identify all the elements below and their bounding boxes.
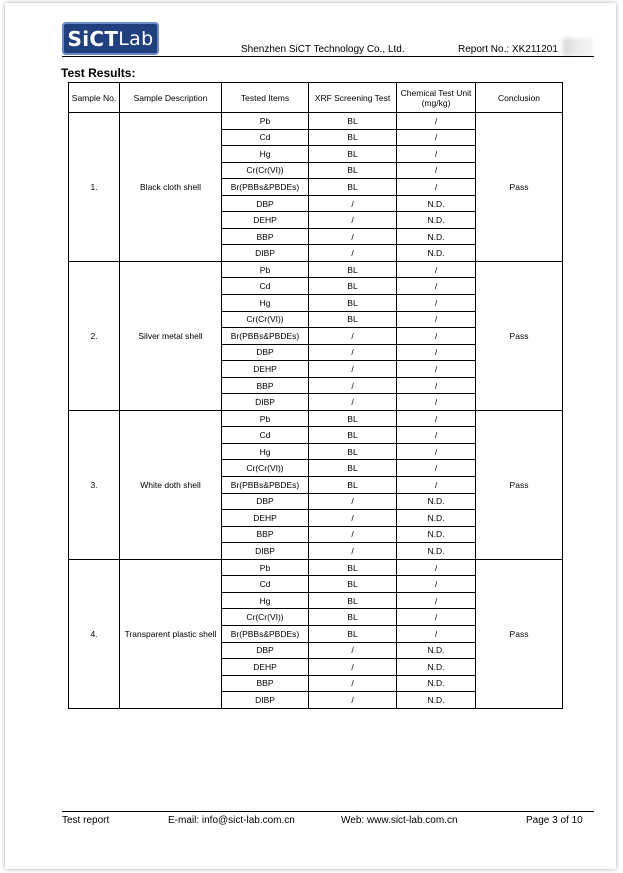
- sample-number-cell: 2.: [69, 261, 120, 410]
- chemical-result-cell: /: [397, 361, 476, 378]
- tested-item-cell: BBP: [222, 526, 309, 543]
- chemical-result-cell: N.D.: [397, 510, 476, 527]
- xrf-result-cell: BL: [309, 162, 397, 179]
- tested-item-cell: Cd: [222, 278, 309, 295]
- tested-item-cell: DEHP: [222, 659, 309, 676]
- chemical-result-cell: /: [397, 477, 476, 494]
- xrf-result-cell: /: [309, 328, 397, 345]
- chemical-result-cell: /: [397, 311, 476, 328]
- tested-item-cell: Cr(Cr(VI)): [222, 460, 309, 477]
- logo-text-sict: SiCT: [67, 26, 119, 51]
- tested-item-cell: DBP: [222, 493, 309, 510]
- tested-item-cell: DEHP: [222, 510, 309, 527]
- chemical-result-cell: /: [397, 113, 476, 130]
- sample-description-cell: Black cloth shell: [120, 113, 222, 262]
- chemical-result-cell: /: [397, 328, 476, 345]
- chemical-result-cell: /: [397, 559, 476, 576]
- chemical-result-cell: /: [397, 592, 476, 609]
- tested-item-cell: Pb: [222, 113, 309, 130]
- col-header-conclusion: Conclusion: [476, 83, 563, 113]
- chemical-result-cell: N.D.: [397, 228, 476, 245]
- xrf-result-cell: BL: [309, 576, 397, 593]
- tested-item-cell: BBP: [222, 675, 309, 692]
- xrf-result-cell: /: [309, 195, 397, 212]
- chemical-result-cell: N.D.: [397, 675, 476, 692]
- footer-email: E-mail: info@sict-lab.com.cn: [168, 815, 295, 826]
- xrf-result-cell: BL: [309, 460, 397, 477]
- xrf-result-cell: BL: [309, 625, 397, 642]
- chemical-result-cell: /: [397, 344, 476, 361]
- sample-number-cell: 3.: [69, 410, 120, 559]
- tested-item-cell: DEHP: [222, 212, 309, 229]
- tested-item-cell: Br(PBBs&PBDEs): [222, 179, 309, 196]
- chemical-result-cell: /: [397, 576, 476, 593]
- chemical-result-cell: /: [397, 609, 476, 626]
- tested-item-cell: Pb: [222, 410, 309, 427]
- section-title: Test Results:: [61, 66, 136, 80]
- tested-item-cell: Br(PBBs&PBDEs): [222, 328, 309, 345]
- chemical-result-cell: /: [397, 443, 476, 460]
- tested-item-cell: Hg: [222, 146, 309, 163]
- chemical-result-cell: /: [397, 162, 476, 179]
- tested-item-cell: Cd: [222, 129, 309, 146]
- tested-item-cell: Cd: [222, 427, 309, 444]
- xrf-result-cell: /: [309, 361, 397, 378]
- table-row: [69, 410, 563, 427]
- tested-item-cell: BBP: [222, 377, 309, 394]
- chemical-result-cell: /: [397, 295, 476, 312]
- chemical-result-cell: /: [397, 278, 476, 295]
- footer-label: Test report: [62, 815, 110, 826]
- tested-item-cell: Cr(Cr(VI)): [222, 609, 309, 626]
- conclusion-cell: Pass: [476, 113, 563, 262]
- tested-item-cell: Hg: [222, 592, 309, 609]
- xrf-result-cell: BL: [309, 559, 397, 576]
- xrf-result-cell: /: [309, 394, 397, 411]
- footer-website: Web: www.sict-lab.com.cn: [341, 815, 458, 826]
- tested-item-cell: Cr(Cr(VI)): [222, 162, 309, 179]
- xrf-result-cell: BL: [309, 179, 397, 196]
- chemical-result-cell: N.D.: [397, 195, 476, 212]
- xrf-result-cell: /: [309, 675, 397, 692]
- xrf-result-cell: /: [309, 212, 397, 229]
- test-results-table: [68, 82, 563, 709]
- tested-item-cell: Cr(Cr(VI)): [222, 311, 309, 328]
- col-header-chemical-test: Chemical Test Unit (mg/kg): [397, 83, 476, 113]
- xrf-result-cell: BL: [309, 295, 397, 312]
- chemical-result-cell: N.D.: [397, 493, 476, 510]
- conclusion-cell: Pass: [476, 410, 563, 559]
- sample-number-cell: 1.: [69, 113, 120, 262]
- xrf-result-cell: BL: [309, 146, 397, 163]
- chemical-result-cell: N.D.: [397, 692, 476, 709]
- chemical-result-cell: /: [397, 427, 476, 444]
- footer-divider: [62, 811, 594, 812]
- chemical-result-cell: /: [397, 460, 476, 477]
- chemical-result-cell: N.D.: [397, 212, 476, 229]
- conclusion-cell: Pass: [476, 261, 563, 410]
- tested-item-cell: Cd: [222, 576, 309, 593]
- chemical-result-cell: /: [397, 129, 476, 146]
- header-report-number: Report No.: XK211201: [458, 44, 558, 55]
- chemical-result-cell: /: [397, 261, 476, 278]
- chemical-result-cell: N.D.: [397, 659, 476, 676]
- header-divider: [62, 56, 594, 57]
- tested-item-cell: Pb: [222, 559, 309, 576]
- table-header-row: [69, 83, 563, 113]
- xrf-result-cell: /: [309, 510, 397, 527]
- xrf-result-cell: BL: [309, 427, 397, 444]
- xrf-result-cell: /: [309, 493, 397, 510]
- chemical-result-cell: /: [397, 179, 476, 196]
- chemical-result-cell: /: [397, 625, 476, 642]
- company-logo: [62, 22, 159, 55]
- table-row: [69, 261, 563, 278]
- xrf-result-cell: /: [309, 245, 397, 262]
- col-header-tested-items: Tested Items: [222, 83, 309, 113]
- sample-description-cell: Transparent plastic shell: [120, 559, 222, 708]
- chemical-result-cell: /: [397, 146, 476, 163]
- sample-description-cell: White doth shell: [120, 410, 222, 559]
- xrf-result-cell: /: [309, 692, 397, 709]
- footer-page-number: Page 3 of 10: [526, 815, 583, 826]
- chemical-result-cell: /: [397, 394, 476, 411]
- chemical-result-cell: N.D.: [397, 543, 476, 560]
- tested-item-cell: Br(PBBs&PBDEs): [222, 625, 309, 642]
- tested-item-cell: DIBP: [222, 394, 309, 411]
- tested-item-cell: DIBP: [222, 245, 309, 262]
- tested-item-cell: DBP: [222, 344, 309, 361]
- tested-item-cell: Hg: [222, 295, 309, 312]
- table-row: [69, 559, 563, 576]
- tested-item-cell: BBP: [222, 228, 309, 245]
- chemical-result-cell: N.D.: [397, 526, 476, 543]
- chemical-result-cell: /: [397, 377, 476, 394]
- xrf-result-cell: /: [309, 659, 397, 676]
- tested-item-cell: Hg: [222, 443, 309, 460]
- logo-text-lab: Lab: [118, 27, 154, 50]
- xrf-result-cell: /: [309, 642, 397, 659]
- xrf-result-cell: BL: [309, 477, 397, 494]
- xrf-result-cell: BL: [309, 261, 397, 278]
- tested-item-cell: Br(PBBs&PBDEs): [222, 477, 309, 494]
- xrf-result-cell: /: [309, 377, 397, 394]
- conclusion-cell: Pass: [476, 559, 563, 708]
- xrf-result-cell: BL: [309, 443, 397, 460]
- sample-number-cell: 4.: [69, 559, 120, 708]
- sample-description-cell: Silver metal shell: [120, 261, 222, 410]
- redaction-mask: [563, 38, 593, 56]
- xrf-result-cell: BL: [309, 592, 397, 609]
- xrf-result-cell: /: [309, 526, 397, 543]
- col-header-sample-no: Sample No.: [69, 83, 120, 113]
- table-row: [69, 113, 563, 130]
- col-header-xrf-screening: XRF Screening Test: [309, 83, 397, 113]
- chemical-result-cell: N.D.: [397, 245, 476, 262]
- chemical-result-cell: /: [397, 410, 476, 427]
- xrf-result-cell: BL: [309, 129, 397, 146]
- header-company-name: Shenzhen SiCT Technology Co., Ltd.: [241, 44, 405, 55]
- col-header-sample-description: Sample Description: [120, 83, 222, 113]
- tested-item-cell: DIBP: [222, 543, 309, 560]
- tested-item-cell: DBP: [222, 642, 309, 659]
- tested-item-cell: DBP: [222, 195, 309, 212]
- tested-item-cell: Pb: [222, 261, 309, 278]
- xrf-result-cell: /: [309, 543, 397, 560]
- xrf-result-cell: BL: [309, 410, 397, 427]
- xrf-result-cell: BL: [309, 278, 397, 295]
- xrf-result-cell: /: [309, 344, 397, 361]
- xrf-result-cell: /: [309, 228, 397, 245]
- xrf-result-cell: BL: [309, 311, 397, 328]
- tested-item-cell: DEHP: [222, 361, 309, 378]
- chemical-result-cell: N.D.: [397, 642, 476, 659]
- tested-item-cell: DIBP: [222, 692, 309, 709]
- xrf-result-cell: BL: [309, 113, 397, 130]
- xrf-result-cell: BL: [309, 609, 397, 626]
